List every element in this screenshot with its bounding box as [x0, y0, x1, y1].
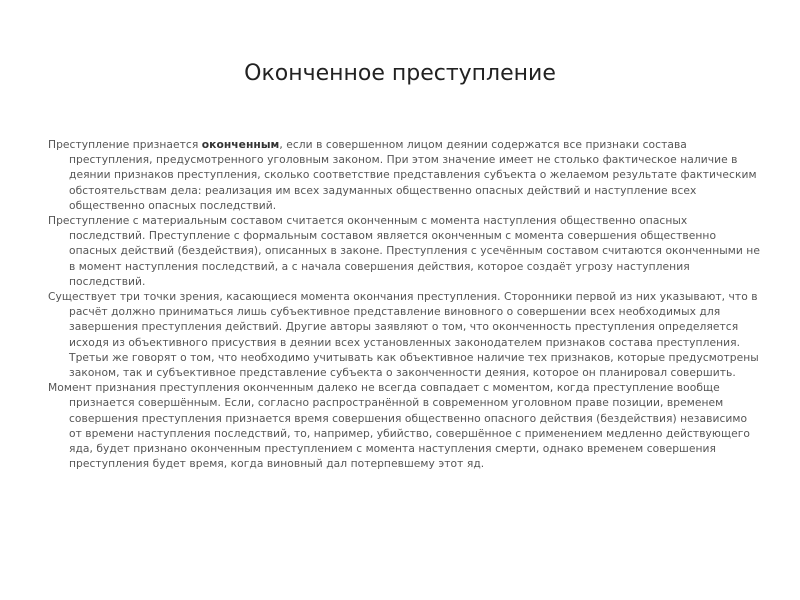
emphasis-term: оконченным — [201, 138, 280, 151]
slide-body — [48, 137, 760, 471]
paragraph-text: , если в совершенном лицом деянии содержатся все признаки состава преступления, предусмотренного уголовным законом. При этом значение имеет не столько фактическое наличие в деянии признаков преступления, сколько соответствие представления субъекта о желаемом результате фактическим обстоятельствам дела: реализация им всех задуманных общественно опасных действий и наступление всех общественно опасных последствий. — [69, 138, 757, 212]
paragraph-viewpoints: Существует три точки зрения, касающиеся момента окончания преступления. Сторонники первой из них указывают, что в расчёт должно приниматься лишь субъективное представление виновного о совершении всех необходимых для завершения преступления действий. Другие авторы заявляют о том, что оконченность преступления определяется исходя из объективного присуствия в деянии всех установленных законодателем признаков состава преступления. Третьи же говорят о том, что необходимо учитывать как объективное наличие тех признаков, которые предусмотрены законом, так и субъективное представление субъекта о законченности деяния, которое он планировал совершить. — [48, 290, 759, 380]
paragraph-moment-of-completion: Момент признания преступления оконченным далеко не всегда совпадает с моментом, когда преступление вообще признается совершённым. Если, согласно распространённой в современном уголовном праве позиции, временем совершения преступления признается время совершения общественно опасного действия (бездействия) независимо от времени наступления последствий, то, например, убийство, совершённое с применением медленно действующего яда, будет признано оконченным преступлением с момента наступления смерти, однако временем совершения преступления будет время, когда виновный дал потерпевшему этот яд. — [48, 381, 750, 471]
paragraph-composition-types: Преступление с материальным составом считается оконченным с момента наступления общественно опасных последствий. Преступление с формальным составом является оконченным с момента совершения общественно опасных действий (бездействия), описанных в законе. Преступления с усечённым составом считаются оконченными не в момент наступления последствий, а с начала совершения действия, которое создаёт угрозу наступления последствий. — [48, 214, 760, 288]
paragraph-text: Преступление признается — [48, 138, 202, 151]
paragraph-definition — [48, 137, 760, 213]
slide-title: Оконченное преступление — [244, 61, 556, 86]
